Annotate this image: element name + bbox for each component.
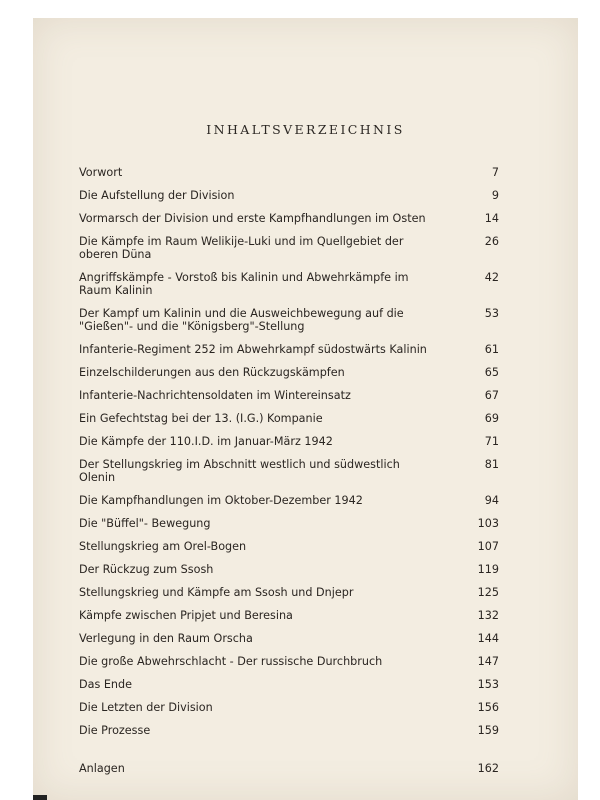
toc-entry-title: Die Letzten der Division: [79, 701, 213, 714]
toc-entry-title: Die "Büffel"- Bewegung: [79, 517, 211, 530]
toc-entry: [79, 540, 499, 553]
toc-entry-anlagen: [79, 762, 499, 775]
toc-entry: [79, 678, 499, 691]
toc-entry: [79, 517, 499, 530]
toc-entry: [79, 563, 499, 576]
toc-entry-page: 132: [477, 609, 499, 622]
toc-entry: [79, 307, 499, 333]
toc-entry-page: 69: [484, 412, 499, 425]
toc-entry-title: Der Rückzug zum Ssosh: [79, 563, 214, 576]
toc-entry-page: 53: [484, 307, 499, 320]
scan-edge-shadow: [33, 795, 47, 800]
toc-entry: [79, 271, 499, 297]
toc-entry-title: Die Kampfhandlungen im Oktober-Dezember 1942: [79, 494, 363, 507]
toc-entry-page: 14: [484, 212, 499, 225]
toc-entry-page: 65: [484, 366, 499, 379]
toc-entry-title: Anlagen: [79, 762, 125, 775]
toc-entry-title: Verlegung in den Raum Orscha: [79, 632, 253, 645]
toc-entry: [79, 724, 499, 737]
toc-entry-vorwort: [79, 166, 499, 179]
toc-entry: [79, 389, 499, 402]
toc-entry-title: Infanterie-Nachrichtensoldaten im Wintereinsatz: [79, 389, 351, 402]
toc-entry-page: 9: [491, 189, 499, 202]
toc-entry-page: 125: [477, 586, 499, 599]
toc-entry: [79, 189, 499, 202]
toc-entry-title: Angriffskämpfe - Vorstoß bis Kalinin und Abwehrkämpfe im Raum Kalinin: [79, 271, 409, 297]
toc-entry: [79, 435, 499, 448]
toc-entry: [79, 701, 499, 714]
toc-entry-page: 67: [484, 389, 499, 402]
toc-entry: [79, 632, 499, 645]
toc-entry: [79, 366, 499, 379]
toc-entry-page: 71: [484, 435, 499, 448]
toc-entry-title: Das Ende: [79, 678, 132, 691]
toc-entry-title: Der Stellungskrieg im Abschnitt westlich und südwestlich Olenin: [79, 458, 400, 484]
toc-entry-page: 107: [477, 540, 499, 553]
toc-entry-title: Stellungskrieg am Orel-Bogen: [79, 540, 247, 553]
toc-entry-title: Einzelschilderungen aus den Rückzugskämpfen: [79, 366, 345, 379]
toc-entry-page: 159: [477, 724, 499, 737]
page-title: INHALTSVERZEICHNIS: [206, 122, 405, 137]
toc-entry: [79, 458, 499, 484]
toc-entry-title: Die Prozesse: [79, 724, 151, 737]
toc-entry-page: 7: [491, 166, 499, 179]
toc-entry: [79, 235, 499, 261]
toc-entry-page: 153: [477, 678, 499, 691]
toc-entry-title: Der Kampf um Kalinin und die Ausweichbewegung auf die "Gießen"- und die "Königsberg"-Stellung: [79, 307, 404, 333]
table-of-contents: [79, 166, 499, 775]
toc-entry: [79, 343, 499, 356]
toc-entry-title: Die große Abwehrschlacht - Der russische Durchbruch: [79, 655, 383, 668]
toc-entry-title: Vormarsch der Division und erste Kampfhandlungen im Osten: [79, 212, 426, 225]
toc-entry-title: Stellungskrieg und Kämpfe am Ssosh und Dnjepr: [79, 586, 354, 599]
toc-entry-page: 103: [477, 517, 499, 530]
toc-entry-page: 42: [484, 271, 499, 284]
toc-entry-page: 147: [477, 655, 499, 668]
toc-entry-title: Infanterie-Regiment 252 im Abwehrkampf südostwärts Kalinin: [79, 343, 427, 356]
toc-entry-page: 162: [477, 762, 499, 775]
toc-entry-title: Ein Gefechtstag bei der 13. (I.G.) Kompanie: [79, 412, 323, 425]
toc-entry: [79, 412, 499, 425]
book-page: [33, 18, 578, 800]
toc-entry: [79, 655, 499, 668]
toc-entry-page: 26: [484, 235, 499, 248]
toc-entry-title: Kämpfe zwischen Pripjet und Beresina: [79, 609, 293, 622]
toc-entry-page: 94: [484, 494, 499, 507]
toc-entry-title: Vorwort: [79, 166, 123, 179]
toc-entry-page: 61: [484, 343, 499, 356]
toc-entry-page: 81: [484, 458, 499, 471]
toc-entry-page: 119: [477, 563, 499, 576]
toc-entry-title: Die Kämpfe im Raum Welikije-Luki und im Quellgebiet der oberen Düna: [79, 235, 404, 261]
toc-entry-page: 156: [477, 701, 499, 714]
toc-entry-page: 144: [477, 632, 499, 645]
toc-entry: [79, 212, 499, 225]
toc-entry-title: Die Kämpfe der 110.I.D. im Januar-März 1942: [79, 435, 333, 448]
toc-entry: [79, 609, 499, 622]
toc-entry: [79, 494, 499, 507]
toc-entry: [79, 586, 499, 599]
toc-entry-title: Die Aufstellung der Division: [79, 189, 235, 202]
